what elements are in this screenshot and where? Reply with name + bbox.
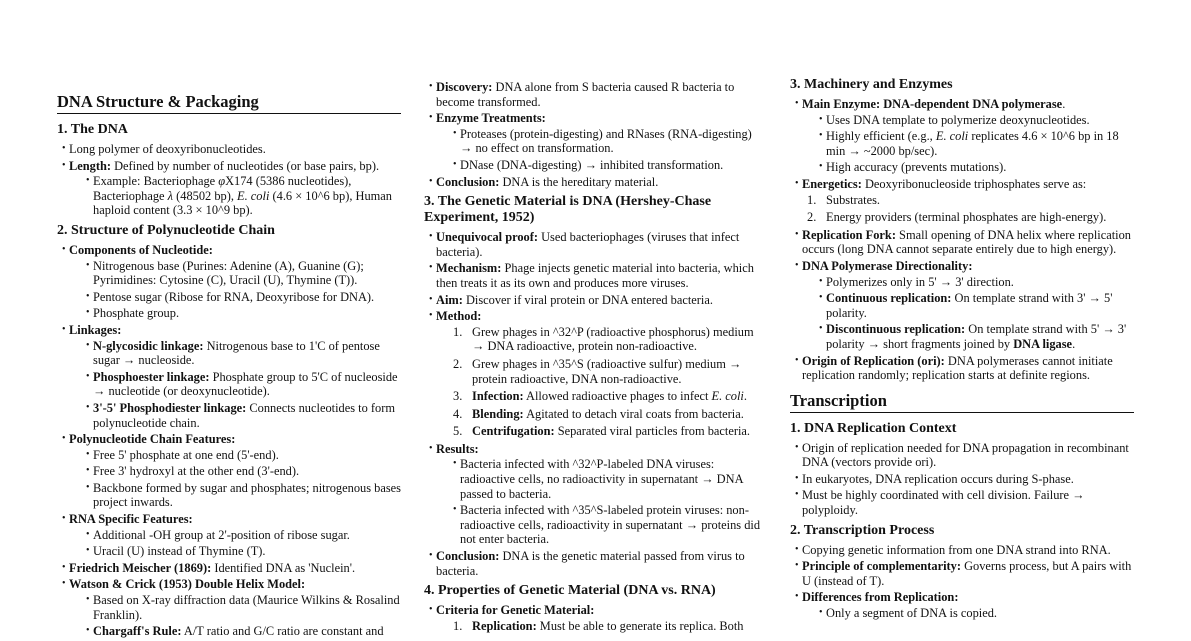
list-item: • Principle of complementarity: Governs process, but A pairs with U (instead of T). [790,559,1134,588]
list-item: • High accuracy (prevents mutations). [802,160,1134,175]
column-1 [57,92,401,641]
list-item: • Components of Nucleotide: • Nitrogenous base (Purines: Adenine (A), Guanine (G); Pyrimidines: Cytosine (C), Uracil (U), Thymine (T)). • Pentose sugar (Ribose for RNA, Deoxyribose for DNA). • Phosphate group. [57,243,401,321]
criteria-list [436,619,767,634]
list-item: • Differences from Replication: • Only a segment of DNA is copied. [790,590,1134,620]
list-properties [424,603,767,633]
list-griffith-continued [424,80,767,189]
sublist [436,457,767,547]
list-item: • Phosphate group. [69,306,401,321]
sublist [69,448,401,510]
list-item: • Long polymer of deoxyribonucleotides. [57,142,401,157]
list-item: 3. Infection: Allowed radioactive phages to infect E. coli. [453,389,747,404]
list-polynucleotide [57,243,401,639]
list-item: • Free 5' phosphate at one end (5'-end). [69,448,401,463]
sublist [69,593,401,639]
list-item: • Additional -OH group at 2'-position of ribose sugar. [69,528,401,543]
list-item: • Linkages: • N-glycosidic linkage: Nitrogenous base to 1'C of pentose sugar → nucleoside. • Phosphoester linkage: Phosphate group to 5'C of nucleoside → nucleotide (or deoxynucleotide). • 3'-5' Phosphodiester linkage: Connects nucleotides to form polynucleotide chain. [57,323,401,430]
list-item: • Aim: Discover if viral protein or DNA entered bacteria. [424,293,767,308]
column-3 [790,77,1134,623]
list-item: • Nitrogenous base (Purines: Adenine (A), Guanine (G); Pyrimidines: Cytosine (C), Uracil (U), Thymine (T)). [69,259,401,288]
list-item: • Main Enzyme: DNA-dependent DNA polymerase. • Uses DNA template to polymerize deoxynucleotides. • Highly efficient (e.g., E. coli replicates 4.6 × 10^6 bp in 18 min → ~2000 bp/sec). • High accuracy (prevents mutations). [790,97,1134,175]
list-item: • Chargaff's Rule: A/T ratio and G/C ratio are constant and [69,624,401,639]
list-item: • Example: Bacteriophage φX174 (5386 nucleotides), Bacteriophage λ (48502 bp), E. coli (4.6 × 10^6 bp), Human haploid content (3.3 × 10^9 bp). [69,174,401,218]
sublist [802,113,1134,175]
list-item: • Conclusion: DNA is the hereditary material. [424,175,767,190]
list-item: • Origin of replication needed for DNA propagation in recombinant DNA (vectors provide ori). [790,441,1134,470]
list-item: • Uses DNA template to polymerize deoxynucleotides. [802,113,1134,128]
list-item: • RNA Specific Features: • Additional -OH group at 2'-position of ribose sugar. • Uracil (U) instead of Thymine (T). [57,512,401,559]
list-item: • Backbone formed by sugar and phosphates; nitrogenous bases project inwards. [69,481,401,510]
list-item: 5. Centrifugation: Separated viral particles from bacteria. [453,424,751,439]
list-item: • Discontinuous replication: On template strand with 5' → 3' polarity → short fragments joined by DNA ligase. [802,322,1134,351]
list-item: • Conclusion: DNA is the genetic material passed from virus to bacteria. [424,549,767,578]
list-item: • Discovery: DNA alone from S bacteria caused R bacteria to become transformed. [424,80,767,109]
list-item: • Based on X-ray diffraction data (Maurice Wilkins & Rosalind Franklin). [69,593,401,622]
list-item: 1. Substrates. [807,192,881,207]
list-item: • Energetics: Deoxyribonucleoside triphosphates serve as: 1. Substrates. 2. Energy providers (terminal phosphates are high-energy). [790,177,1134,225]
list-item: • Replication Fork: Small opening of DNA helix where replication occurs (long DNA cannot separate entirely due to high energy). [790,228,1134,257]
list-item: • In eukaryotes, DNA replication occurs during S-phase. [790,472,1134,487]
heading-hershey-chase: 3. The Genetic Material is DNA (Hershey-Chase Experiment, 1952) [424,194,712,226]
list-transcription-process [790,543,1134,621]
list-item: • Mechanism: Phage injects genetic material into bacteria, which then treats it as its own and produces more viruses. [424,261,767,290]
heading-machinery-enzymes: 3. Machinery and Enzymes [790,77,953,92]
list-item: • Polymerizes only in 5' → 3' direction. [802,275,1134,290]
list-item: • N-glycosidic linkage: Nitrogenous base to 1'C of pentose sugar → nucleoside. [69,339,401,368]
heading-transcription-process: 2. Transcription Process [790,522,935,538]
energetics-list [790,193,1134,225]
list-item: • Pentose sugar (Ribose for RNA, Deoxyribose for DNA). [69,290,401,305]
list-the-dna [57,142,401,218]
list-item: • Criteria for Genetic Material: 1. Replication: Must be able to generate its replica. Both [424,603,767,633]
list-item: • Proteases (protein-digesting) and RNases (RNA-digesting) → no effect on transformation. [436,127,767,156]
list-item: • Only a segment of DNA is copied. [802,606,1134,621]
sublist [69,528,401,559]
list-item: • Method: 1. Grew phages in ^32^P (radioactive phosphorus) medium → DNA radioactive, protein non-radioactive. 2. Grew phages in ^35^S (radioactive sulfur) medium → protein radioactive, DNA non-radioactive. 3. Infection: Allowed radioactive phages to infect E. coli. 4. Blending: Agitated to detach viral coats from bacteria. 5. Centrifugation: Separated viral particles from bacteria. [424,309,767,439]
list-item: • Polynucleotide Chain Features: • Free 5' phosphate at one end (5'-end). • Free 3' hydroxyl at the other end (3'-end). • Backbone formed by sugar and phosphates; nitrogenous bases project inwards. [57,432,401,510]
list-item: • Bacteria infected with ^32^P-labeled DNA viruses: radioactive cells, no radioactivity in supernatant → DNA passed to bacteria. [436,457,767,501]
list-replication-context [790,441,1134,518]
list-item: 4. Blending: Agitated to detach viral coats from bacteria. [453,406,744,421]
list-item: • Enzyme Treatments: • Proteases (protein-digesting) and RNases (RNA-digesting) → no effect on transformation. • DNase (DNA-digesting) → inhibited transformation. [424,111,767,172]
list-item: • Results: • Bacteria infected with ^32^P-labeled DNA viruses: radioactive cells, no radioactivity in supernatant → DNA passed to bacteria. • Bacteria infected with ^35^S-labeled protein viruses: non-radioactive cells, radioactivity in supernatant → proteins did not enter bacteria. [424,442,767,547]
list-item: • Origin of Replication (ori): DNA polymerases cannot initiate replication randomly; replication starts at definite regions. [790,354,1134,383]
list-item: • Uracil (U) instead of Thymine (T). [69,544,401,559]
heading-properties-genetic-material: 4. Properties of Genetic Material (DNA vs. RNA) [424,583,716,599]
list-hershey-chase [424,230,767,578]
list-item: • Bacteria infected with ^35^S-labeled protein viruses: non-radioactive cells, radioactivity in supernatant → proteins did not enter bacteria. [436,503,767,547]
list-item: • Unequivocal proof: Used bacteriophages (viruses that infect bacteria). [424,230,767,259]
list-item: 2. Energy providers (terminal phosphates are high-energy). [807,210,1107,225]
list-item: 1. Replication: Must be able to generate its replica. Both [453,618,744,633]
list-machinery [790,97,1134,383]
sublist [69,174,401,218]
list-item: • Phosphoester linkage: Phosphate group to 5'C of nucleoside → nucleotide (or deoxynucleotide). [69,370,401,399]
list-item: • Highly efficient (e.g., E. coli replicates 4.6 × 10^6 bp in 18 min → ~2000 bp/sec). [802,129,1134,158]
heading-the-dna: 1. The DNA [57,122,128,137]
heading-replication-context: 1. DNA Replication Context [790,420,957,436]
list-item: • Friedrich Meischer (1869): Identified DNA as 'Nuclein'. [57,561,401,576]
list-item: • Watson & Crick (1953) Double Helix Model: • Based on X-ray diffraction data (Maurice Wilkins & Rosalind Franklin). • Chargaff's Rule: A/T ratio and G/C ratio are constant and [57,577,401,638]
list-item: • Free 3' hydroxyl at the other end (3'-end). [69,464,401,479]
list-item: 2. Grew phages in ^35^S (radioactive sulfur) medium → protein radioactive, DNA non-radioactive. [453,356,742,386]
list-item: • Continuous replication: On template strand with 3' → 5' polarity. [802,291,1134,320]
sublist [802,275,1134,352]
list-item: • DNase (DNA-digesting) → inhibited transformation. [436,158,767,173]
list-item: • Must be highly coordinated with cell division. Failure → polyploidy. [790,488,1134,517]
list-item: 1. Grew phages in ^32^P (radioactive phosphorus) medium → DNA radioactive, protein non-radioactive. [453,324,754,354]
sublist [802,606,1134,621]
section-title-transcription: Transcription [790,391,1134,413]
list-item: • 3'-5' Phosphodiester linkage: Connects nucleotides to form polynucleotide chain. [69,401,401,430]
sublist [69,259,401,321]
column-2 [424,80,767,636]
list-item: • Length: Defined by number of nucleotides (or base pairs, bp). • Example: Bacteriophage φX174 (5386 nucleotides), Bacteriophage λ (48502 bp), E. coli (4.6 × 10^6 bp), Human haploid content (3.3 × 10^9 bp). [57,159,401,218]
heading-polynucleotide-chain: 2. Structure of Polynucleotide Chain [57,222,275,238]
list-item: • Copying genetic information from one DNA strand into RNA. [790,543,1134,558]
section-title-dna-structure: DNA Structure & Packaging [57,92,401,114]
method-steps [436,325,767,439]
list-item: • DNA Polymerase Directionality: • Polymerizes only in 5' → 3' direction. • Continuous replication: On template strand with 3' → 5' polarity. • Discontinuous replication: On template strand with 5' → 3' polarity → short fragments joined by DNA ligase. [790,259,1134,352]
sublist [436,127,767,173]
sublist [69,339,401,431]
